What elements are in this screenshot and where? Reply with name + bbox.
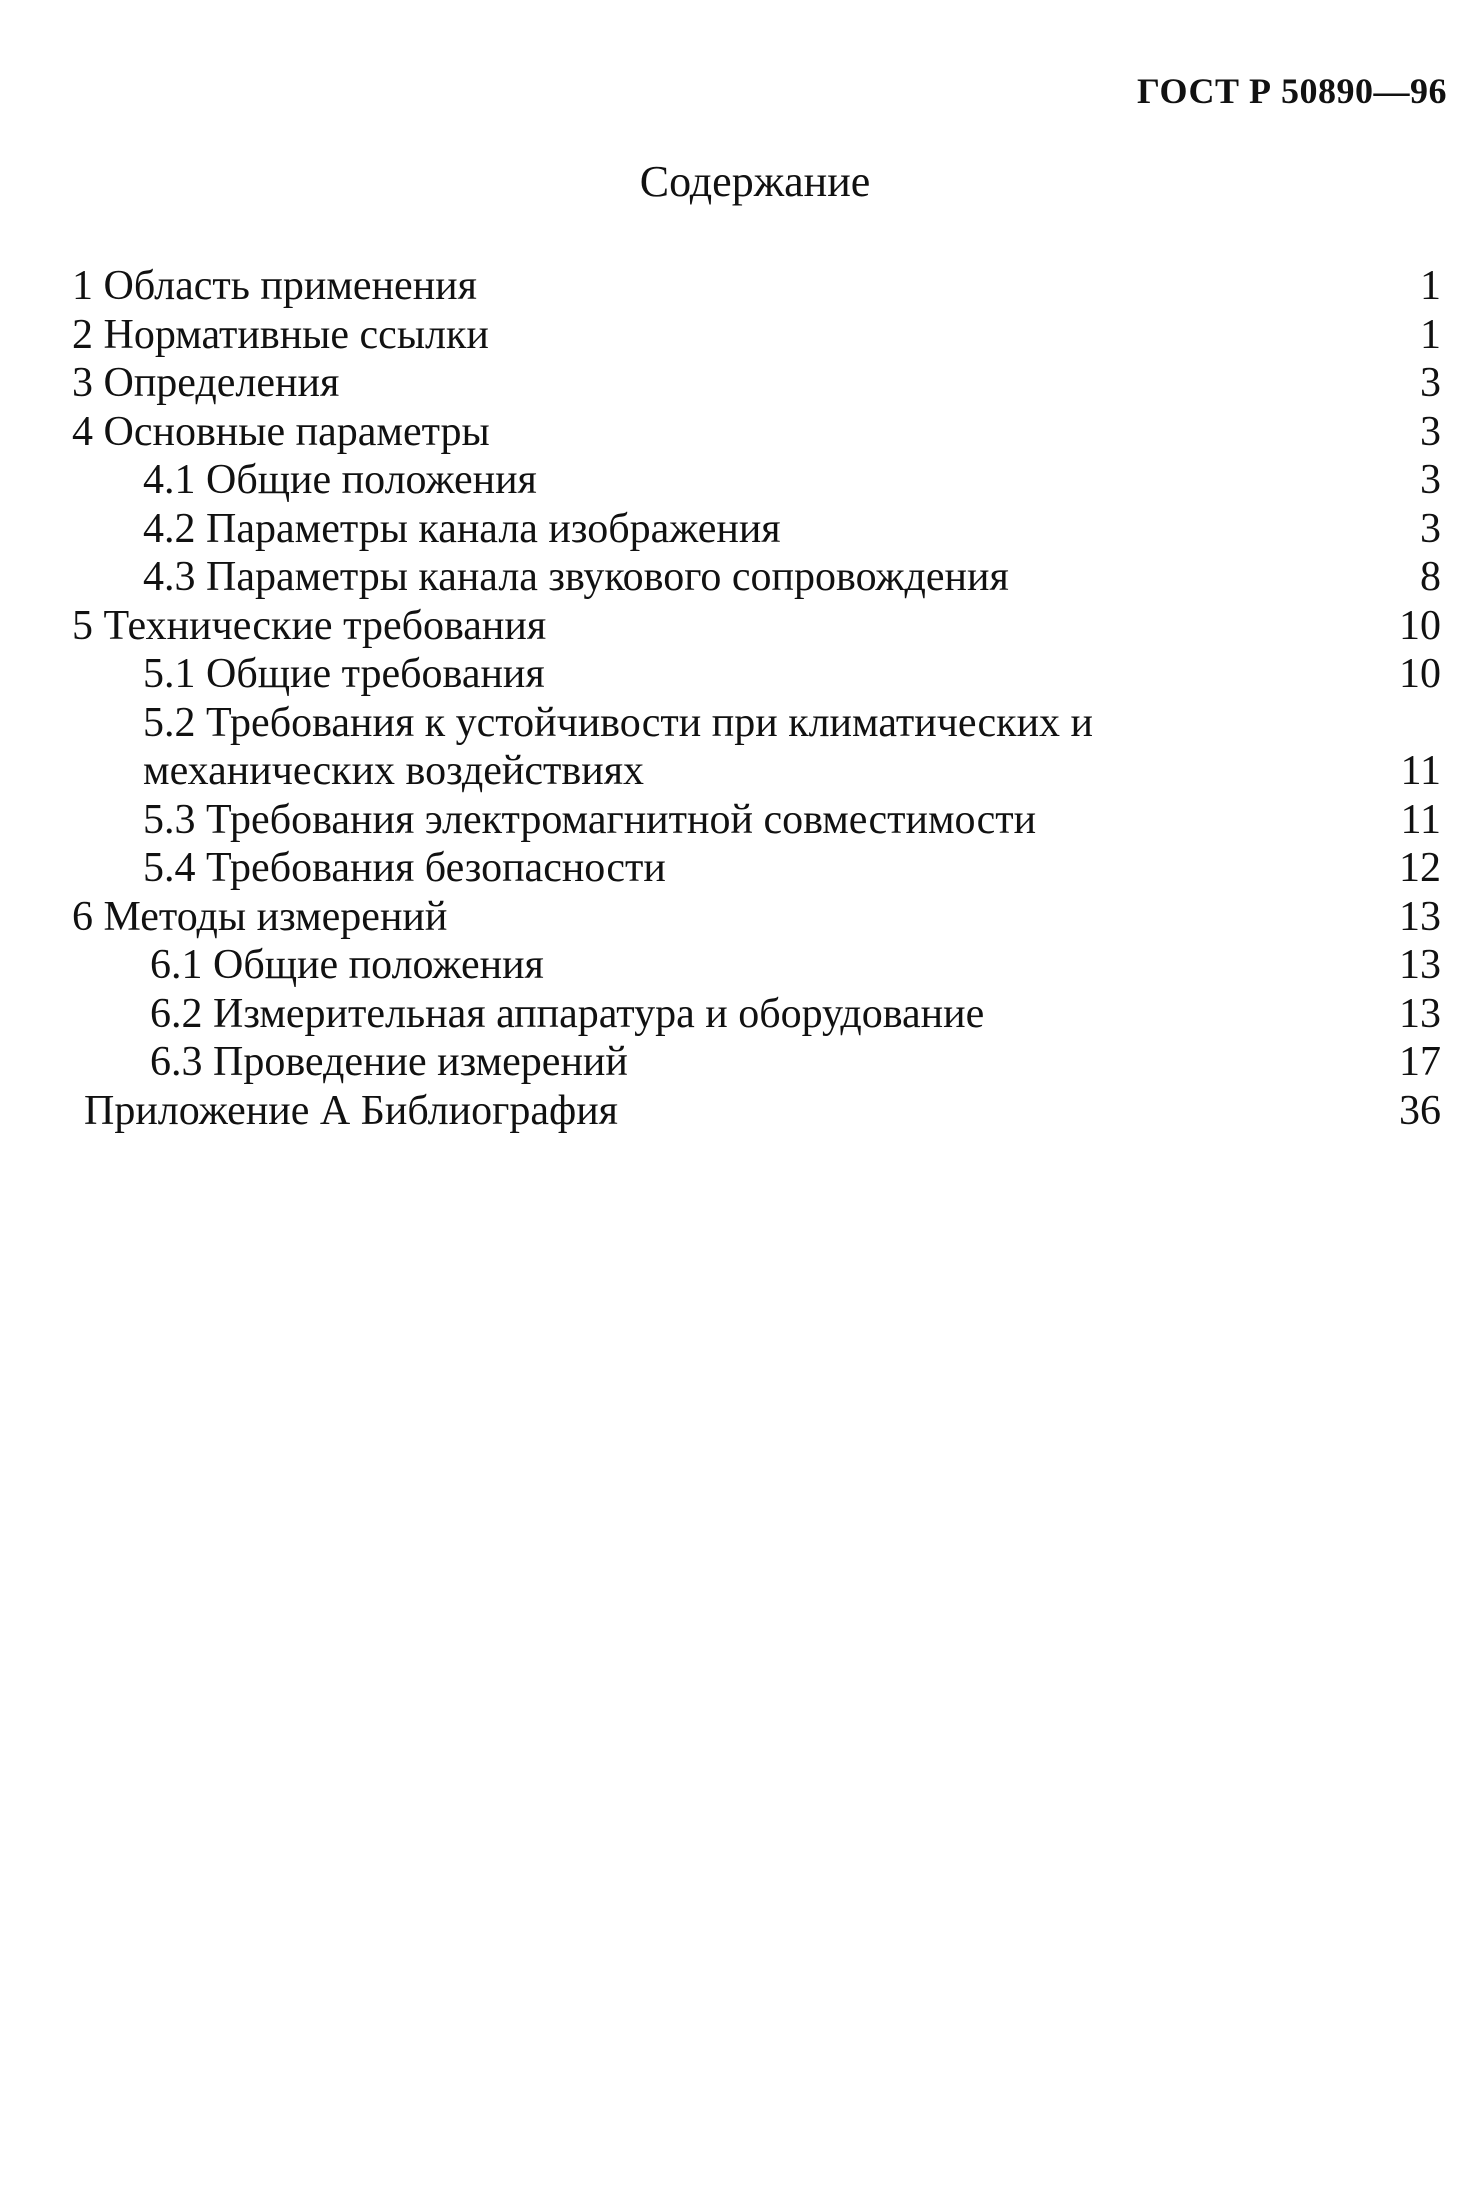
toc-title: Содержание bbox=[639, 157, 871, 206]
toc-entry-page: 13 bbox=[1399, 942, 1441, 988]
toc-entry-page: 10 bbox=[1399, 602, 1441, 649]
toc-entry-page: 12 bbox=[1399, 845, 1441, 891]
toc-entry-label: 6.1 Общие положения bbox=[150, 942, 558, 988]
toc-entry[interactable] bbox=[0, 893, 1477, 942]
toc-entry-label: 1 Область применения bbox=[72, 263, 491, 309]
toc-entry-label: 6.3 Проведение измерений bbox=[150, 1039, 642, 1085]
toc-entry[interactable] bbox=[0, 505, 1477, 554]
toc-entry[interactable] bbox=[0, 990, 1477, 1039]
toc-entry[interactable] bbox=[0, 262, 1477, 311]
toc-entry-page: 1 bbox=[1420, 311, 1441, 358]
toc-entry-label: 3 Определения bbox=[72, 360, 353, 406]
toc-entry[interactable] bbox=[0, 359, 1477, 408]
toc-entry[interactable] bbox=[0, 699, 1477, 796]
toc-entry-page: 36 bbox=[1399, 1087, 1441, 1134]
toc-entry-page: 13 bbox=[1399, 893, 1441, 940]
toc-entry-page: 11 bbox=[1400, 747, 1441, 794]
toc-entry[interactable] bbox=[0, 456, 1477, 505]
toc-entry[interactable] bbox=[0, 844, 1477, 893]
toc-entry[interactable] bbox=[0, 553, 1477, 602]
toc-entry[interactable] bbox=[0, 650, 1477, 699]
toc-entry-page: 8 bbox=[1420, 554, 1441, 600]
document-code: ГОСТ Р 50890—96 bbox=[1137, 71, 1447, 111]
toc-entry-page: 13 bbox=[1399, 990, 1441, 1037]
toc-entry-page: 3 bbox=[1420, 505, 1441, 552]
toc-entry-label: 5.1 Общие требования bbox=[143, 651, 559, 697]
toc-entry-label: Приложение А Библиография bbox=[84, 1088, 632, 1134]
toc-entry-label: 5.3 Требования электромагнитной совместимости bbox=[143, 797, 1050, 843]
toc-entry-page: 17 bbox=[1399, 1039, 1441, 1085]
toc-entry-page: 3 bbox=[1420, 457, 1441, 503]
toc-entry-label: 4 Основные параметры bbox=[72, 409, 504, 455]
toc-entry-label: 5.4 Требования безопасности bbox=[143, 845, 680, 891]
toc-entry-label: 4.2 Параметры канала изображения bbox=[143, 506, 795, 552]
toc-entry-page: 11 bbox=[1400, 796, 1441, 843]
toc-entry-label: 2 Нормативные ссылки bbox=[72, 312, 503, 358]
toc-entry[interactable] bbox=[0, 941, 1477, 990]
toc-entry-page: 1 bbox=[1420, 263, 1441, 309]
toc-entry[interactable] bbox=[0, 311, 1477, 360]
toc-entry[interactable] bbox=[0, 602, 1477, 651]
toc-entry-page: 10 bbox=[1399, 651, 1441, 697]
toc-entry[interactable] bbox=[0, 796, 1477, 845]
toc-entry-label: 4.1 Общие положения bbox=[143, 457, 551, 503]
toc-entry[interactable] bbox=[0, 408, 1477, 457]
toc-entry[interactable] bbox=[0, 1087, 1477, 1136]
toc-entry-label: 4.3 Параметры канала звукового сопровождения bbox=[143, 554, 1023, 600]
toc-entry-label: 6.2 Измерительная аппаратура и оборудование bbox=[150, 991, 998, 1037]
toc-entry[interactable] bbox=[0, 1038, 1477, 1087]
toc-entry-label: 5.2 Требования к устойчивости при климатических и механических воздействиях bbox=[143, 699, 1094, 794]
toc-entry-label: 6 Методы измерений bbox=[72, 894, 461, 940]
table-of-contents bbox=[0, 262, 1477, 1135]
toc-entry-page: 3 bbox=[1420, 360, 1441, 406]
toc-entry-label: 5 Технические требования bbox=[72, 603, 560, 649]
toc-entry-page: 3 bbox=[1420, 408, 1441, 455]
